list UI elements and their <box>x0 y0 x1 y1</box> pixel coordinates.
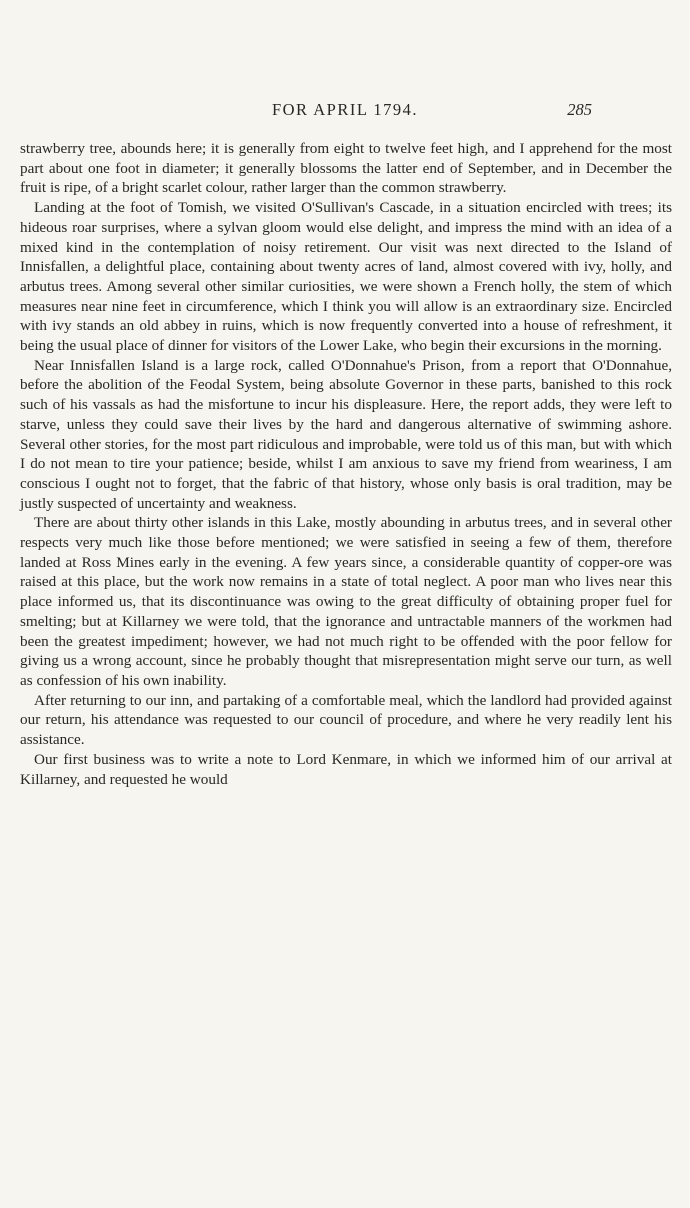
paragraph-note-to-lord-kenmare: Our first business was to write a note to Lord Kenmare, in which we informed him of our arrival at Killarney, and requested he would <box>20 750 672 788</box>
page-number: 285 <box>567 100 592 119</box>
paragraph-odonnahues-prison: Near Innisfallen Island is a large rock, called O'Donnahue's Prison, from a report that O'Donnahue, before the abolition of the Feodal System, being absolute Governor in these parts, banished to this rock such of his vassals as had the misfortune to incur his displeasure. Here, the report adds, they were left to starve, unless they could save their lives by the hard and dangerous alternative of swimming ashore. Several other stories, for the most part ridiculous and improbable, were told us of this man, but with which I do not mean to tire your patience; beside, whilst I am anxious to save my friend from weariness, I am conscious I ought not to forget, that the fabric of that history, whose only basis is oral tradition, may be justly suspected of uncertainty and weakness. <box>20 356 672 512</box>
running-head-title: FOR APRIL 1794. <box>271 100 419 119</box>
body-text <box>20 139 672 789</box>
running-head <box>0 100 690 124</box>
paragraph-ross-mines: There are about thirty other islands in this Lake, mostly abounding in arbutus trees, and in several other respects very much like those before mentioned; we were satisfied in seeing a few of them, therefore landed at Ross Mines early in the evening. A few years since, a considerable quantity of copper-ore was raised at this place, but the work now remains in a state of total neglect. A poor man who lives near this place informed us, that its discontinuance was owing to the great difficulty of obtaining proper fuel for smelting; but at Killarney we were told, that the ignorance and untractable manners of the workmen had been the greatest impediment; however, we had not much right to be offended with the poor fellow for giving us a wrong account, since he probably thought that misrepresentation might serve our turn, as well as confession of his own inability. <box>20 514 672 689</box>
paragraph-cascade-innisfallen: Landing at the foot of Tomish, we visited O'Sullivan's Cascade, in a situation encircled with trees; its hideous roar surprises, where a sylvan gloom would else delight, and impress the mind with an idea of a mixed kind in the contemplation of noisy retirement. Our visit was next directed to the Island of Innisfallen, a delightful place, containing about twenty acres of land, almost covered with ivy, holly, and arbutus trees. Among several other similar curiosities, we were shown a French holly, the stem of which measures near nine feet in circumference, which I think you will allow is an extraordinary size. Encircled with ivy stands an old abbey in ruins, which is now frequently converted into a house of refreshment, it being the usual place of dinner for visitors of the Lower Lake, who begin their excursions in the morning. <box>20 199 672 355</box>
paragraph-continued: strawberry tree, abounds here; it is generally from eight to twelve feet high, and I apprehend for the most part about one foot in diameter; it generally blossoms the latter end of September, and in December the fruit is ripe, of a bright scarlet colour, rather larger than the common strawberry. <box>20 140 672 197</box>
paragraph-return-to-inn: After returning to our inn, and partaking of a comfortable meal, which the landlord had provided against our return, his attendance was requested to our council of procedure, and where he very readily lent his assistance. <box>20 691 672 749</box>
